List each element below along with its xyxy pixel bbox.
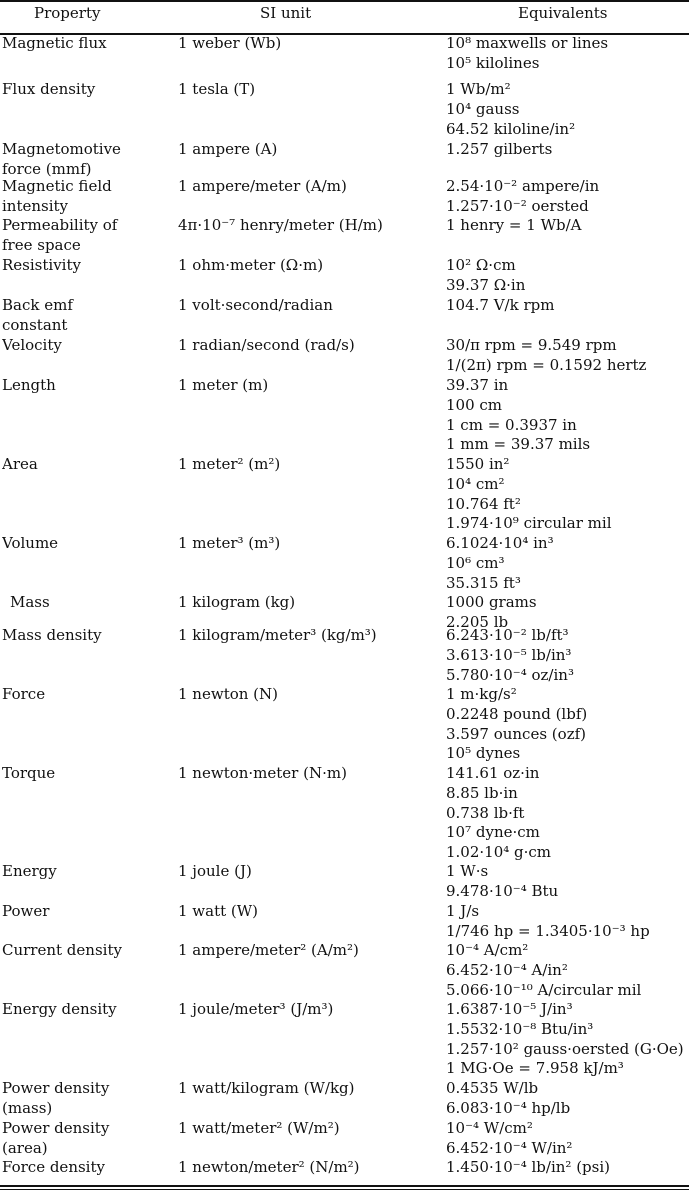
equivalents-cell-line: 10.764 ft² bbox=[446, 494, 521, 513]
property-cell-line: Mass bbox=[10, 593, 50, 611]
si-unit-cell: 1 ampere/meter² (A/m²) bbox=[178, 941, 359, 959]
si-unit-cell: 1 watt (W) bbox=[178, 902, 259, 920]
equivalents-cell-line: 39.37 Ω·in bbox=[446, 275, 526, 294]
equivalents-cell bbox=[446, 902, 689, 942]
property-cell-line: Flux density bbox=[2, 80, 96, 98]
equivalents-cell-line: 1 Wb/m² bbox=[446, 80, 511, 98]
property-cell bbox=[2, 34, 162, 54]
property-cell-line: intensity bbox=[2, 196, 69, 215]
property-cell-line: (mass) bbox=[2, 1098, 53, 1117]
header-equivalents: Equivalents bbox=[518, 4, 608, 22]
property-cell-line: constant bbox=[2, 315, 68, 334]
equivalents-cell bbox=[446, 216, 689, 236]
equivalents-cell-line: 3.613·10⁻⁵ lb/in³ bbox=[446, 645, 572, 664]
equivalents-cell-line: 0.4535 W/lb bbox=[446, 1079, 539, 1097]
equivalents-cell-line: 1.02·10⁴ g·cm bbox=[446, 843, 552, 862]
property-cell bbox=[2, 626, 162, 646]
header-si-unit: SI unit bbox=[260, 4, 312, 22]
equivalents-cell-line: 1.5532·10⁻⁸ Btu/in³ bbox=[446, 1019, 594, 1038]
equivalents-cell-line: 104.7 V/k rpm bbox=[446, 296, 555, 314]
property-cell bbox=[2, 177, 162, 217]
equivalents-cell bbox=[446, 455, 689, 534]
equivalents-cell-line: 6.452·10⁻⁴ A/in² bbox=[446, 960, 568, 979]
property-cell-line: Force bbox=[2, 685, 46, 703]
equivalents-cell-line: 1.974·10⁹ circular mil bbox=[446, 514, 612, 533]
equivalents-cell-line: 0.2248 pound (lbf) bbox=[446, 704, 588, 723]
si-unit-cell: 1 joule/meter³ (J/m³) bbox=[178, 1000, 334, 1018]
equivalents-cell-line: 10⁻⁴ A/cm² bbox=[446, 941, 529, 959]
si-unit-cell: 1 kilogram (kg) bbox=[178, 593, 296, 611]
property-cell-line: Mass density bbox=[2, 626, 102, 644]
property-cell bbox=[2, 862, 162, 882]
property-cell-line: Area bbox=[2, 455, 38, 473]
property-cell-line: Magnetic field bbox=[2, 177, 112, 195]
property-cell bbox=[2, 296, 162, 336]
equivalents-cell bbox=[446, 1158, 689, 1178]
property-cell bbox=[2, 764, 162, 784]
si-unit-cell: 1 joule (J) bbox=[178, 862, 252, 880]
equivalents-cell-line: 10² Ω·cm bbox=[446, 256, 516, 274]
property-cell bbox=[2, 902, 162, 922]
equivalents-cell-line: 1.257 gilberts bbox=[446, 140, 553, 158]
equivalents-cell-line: 1/746 hp = 1.3405·10⁻³ hp bbox=[446, 921, 650, 940]
table-bottom-rule bbox=[0, 1185, 689, 1187]
si-unit-cell: 1 radian/second (rad/s) bbox=[178, 336, 355, 354]
property-cell-line: Magnetic flux bbox=[2, 34, 107, 52]
equivalents-cell bbox=[446, 685, 689, 764]
equivalents-cell-line: 6.243·10⁻² lb/ft³ bbox=[446, 626, 569, 644]
si-unit-cell: 1 watt/meter² (W/m²) bbox=[178, 1119, 340, 1137]
property-cell-line: Energy bbox=[2, 862, 57, 880]
si-unit-cell: 1 kilogram/meter³ (kg/m³) bbox=[178, 626, 377, 644]
property-cell bbox=[2, 1079, 162, 1119]
equivalents-cell-line: 1.257·10⁻² oersted bbox=[446, 196, 589, 215]
property-cell-line: Volume bbox=[2, 534, 59, 552]
equivalents-cell-line: 10⁵ dynes bbox=[446, 744, 521, 763]
equivalents-cell-line: 10⁶ cm³ bbox=[446, 553, 505, 572]
equivalents-cell bbox=[446, 1079, 689, 1119]
equivalents-cell-line: 2.54·10⁻² ampere/in bbox=[446, 177, 600, 195]
table-top-rule bbox=[0, 0, 689, 2]
property-cell-line: Current density bbox=[2, 941, 122, 959]
equivalents-cell-line: 39.37 in bbox=[446, 376, 509, 394]
property-cell bbox=[2, 1119, 162, 1159]
si-unit-cell: 1 newton (N) bbox=[178, 685, 279, 703]
equivalents-cell bbox=[446, 626, 689, 685]
property-cell-line: Torque bbox=[2, 764, 56, 782]
equivalents-cell-line: 1 W·s bbox=[446, 862, 489, 880]
property-cell-line: force (mmf) bbox=[2, 159, 92, 178]
equivalents-cell bbox=[446, 1000, 689, 1079]
equivalents-cell-line: 1 m·kg/s² bbox=[446, 685, 517, 703]
si-unit-cell: 1 ampere/meter (A/m) bbox=[178, 177, 347, 195]
equivalents-cell-line: 1.6387·10⁻⁵ J/in³ bbox=[446, 1000, 573, 1018]
si-unit-cell: 1 ohm·meter (Ω·m) bbox=[178, 256, 324, 274]
equivalents-cell-line: 10⁸ maxwells or lines bbox=[446, 34, 609, 52]
property-cell-line: Power bbox=[2, 902, 50, 920]
equivalents-cell-line: 10⁷ dyne·cm bbox=[446, 823, 540, 842]
si-unit-cell: 1 tesla (T) bbox=[178, 80, 256, 98]
property-cell bbox=[2, 140, 162, 180]
equivalents-cell-line: 9.478·10⁻⁴ Btu bbox=[446, 881, 559, 900]
property-cell bbox=[2, 1158, 162, 1178]
equivalents-cell-line: 0.738 lb·ft bbox=[446, 803, 525, 822]
property-cell-line: Power density bbox=[2, 1079, 110, 1097]
property-cell bbox=[2, 941, 162, 961]
equivalents-cell-line: 1/(2π) rpm = 0.1592 hertz bbox=[446, 355, 647, 374]
equivalents-cell-line: 30/π rpm = 9.549 rpm bbox=[446, 336, 617, 354]
equivalents-cell-line: 1 J/s bbox=[446, 902, 480, 920]
equivalents-cell bbox=[446, 534, 689, 593]
property-cell-line: Energy density bbox=[2, 1000, 117, 1018]
equivalents-cell bbox=[446, 862, 689, 902]
equivalents-cell-line: 1000 grams bbox=[446, 593, 537, 611]
equivalents-cell-line: 5.066·10⁻¹⁰ A/circular mil bbox=[446, 980, 642, 999]
property-cell-line: Permeability of bbox=[2, 216, 118, 234]
equivalents-cell bbox=[446, 177, 689, 217]
equivalents-cell-line: 5.780·10⁻⁴ oz/in³ bbox=[446, 665, 574, 684]
si-unit-cell: 1 volt·second/radian bbox=[178, 296, 333, 314]
property-cell-line: (area) bbox=[2, 1138, 48, 1157]
property-cell-line: Resistivity bbox=[2, 256, 81, 274]
equivalents-cell-line: 1550 in² bbox=[446, 455, 510, 473]
equivalents-cell bbox=[446, 80, 689, 139]
table-bottom-rule-thin bbox=[0, 1189, 689, 1190]
property-cell-line: free space bbox=[2, 235, 81, 254]
si-unit-cell: 1 ampere (A) bbox=[178, 140, 278, 158]
property-cell bbox=[2, 256, 162, 276]
equivalents-cell bbox=[446, 941, 689, 1000]
equivalents-cell-line: 1.257·10² gauss·oersted (G·Oe) bbox=[446, 1039, 684, 1058]
equivalents-cell-line: 10⁴ gauss bbox=[446, 99, 520, 118]
equivalents-cell-line: 10⁵ kilolines bbox=[446, 53, 540, 72]
equivalents-cell-line: 6.083·10⁻⁴ hp/lb bbox=[446, 1098, 571, 1117]
equivalents-cell-line: 64.52 kiloline/in² bbox=[446, 119, 576, 138]
si-unit-cell: 1 meter (m) bbox=[178, 376, 269, 394]
si-unit-cell: 1 watt/kilogram (W/kg) bbox=[178, 1079, 355, 1097]
si-unit-cell: 1 meter² (m²) bbox=[178, 455, 281, 473]
equivalents-cell bbox=[446, 764, 689, 863]
si-unit-cell: 1 meter³ (m³) bbox=[178, 534, 281, 552]
property-cell bbox=[2, 376, 162, 396]
si-unit-cell: 1 newton/meter² (N/m²) bbox=[178, 1158, 360, 1176]
property-cell bbox=[2, 455, 162, 475]
equivalents-cell bbox=[446, 336, 689, 376]
equivalents-cell-line: 6.452·10⁻⁴ W/in² bbox=[446, 1138, 573, 1157]
property-cell bbox=[2, 216, 162, 256]
equivalents-cell-line: 1 mm = 39.37 mils bbox=[446, 435, 591, 454]
property-cell-line: Power density bbox=[2, 1119, 110, 1137]
header-property: Property bbox=[34, 4, 101, 22]
equivalents-cell-line: 3.597 ounces (ozf) bbox=[446, 724, 586, 743]
property-cell-line: Length bbox=[2, 376, 56, 394]
equivalents-cell bbox=[446, 140, 689, 160]
equivalents-cell bbox=[446, 34, 689, 74]
equivalents-cell-line: 1 cm = 0.3937 in bbox=[446, 415, 577, 434]
property-cell bbox=[2, 685, 162, 705]
property-cell bbox=[2, 1000, 162, 1020]
si-unit-cell: 1 weber (Wb) bbox=[178, 34, 282, 52]
equivalents-cell bbox=[446, 1119, 689, 1159]
property-cell bbox=[2, 534, 162, 554]
equivalents-cell-line: 1 henry = 1 Wb/A bbox=[446, 216, 582, 234]
equivalents-cell bbox=[446, 256, 689, 296]
property-cell bbox=[2, 80, 162, 100]
property-cell-line: Velocity bbox=[2, 336, 62, 354]
equivalents-cell-line: 2.205 lb bbox=[446, 612, 509, 631]
equivalents-cell-line: 10⁴ cm² bbox=[446, 474, 505, 493]
equivalents-cell-line: 10⁻⁴ W/cm² bbox=[446, 1119, 533, 1137]
equivalents-cell-line: 141.61 oz·in bbox=[446, 764, 540, 782]
equivalents-cell bbox=[446, 296, 689, 316]
equivalents-cell-line: 1.450·10⁻⁴ lb/in² (psi) bbox=[446, 1158, 610, 1176]
equivalents-cell-line: 8.85 lb·in bbox=[446, 783, 518, 802]
equivalents-cell-line: 1 MG·Oe = 7.958 kJ/m³ bbox=[446, 1059, 624, 1078]
equivalents-cell bbox=[446, 376, 689, 455]
property-cell bbox=[2, 336, 162, 356]
property-cell-line: Back emf bbox=[2, 296, 73, 314]
equivalents-cell-line: 100 cm bbox=[446, 395, 503, 414]
property-cell-line: Force density bbox=[2, 1158, 105, 1176]
equivalents-cell-line: 6.1024·10⁴ in³ bbox=[446, 534, 554, 552]
property-cell bbox=[10, 593, 170, 613]
equivalents-cell-line: 35.315 ft³ bbox=[446, 573, 521, 592]
si-unit-cell: 4π·10⁻⁷ henry/meter (H/m) bbox=[178, 216, 383, 234]
property-cell-line: Magnetomotive bbox=[2, 140, 121, 158]
si-unit-cell: 1 newton·meter (N·m) bbox=[178, 764, 347, 782]
